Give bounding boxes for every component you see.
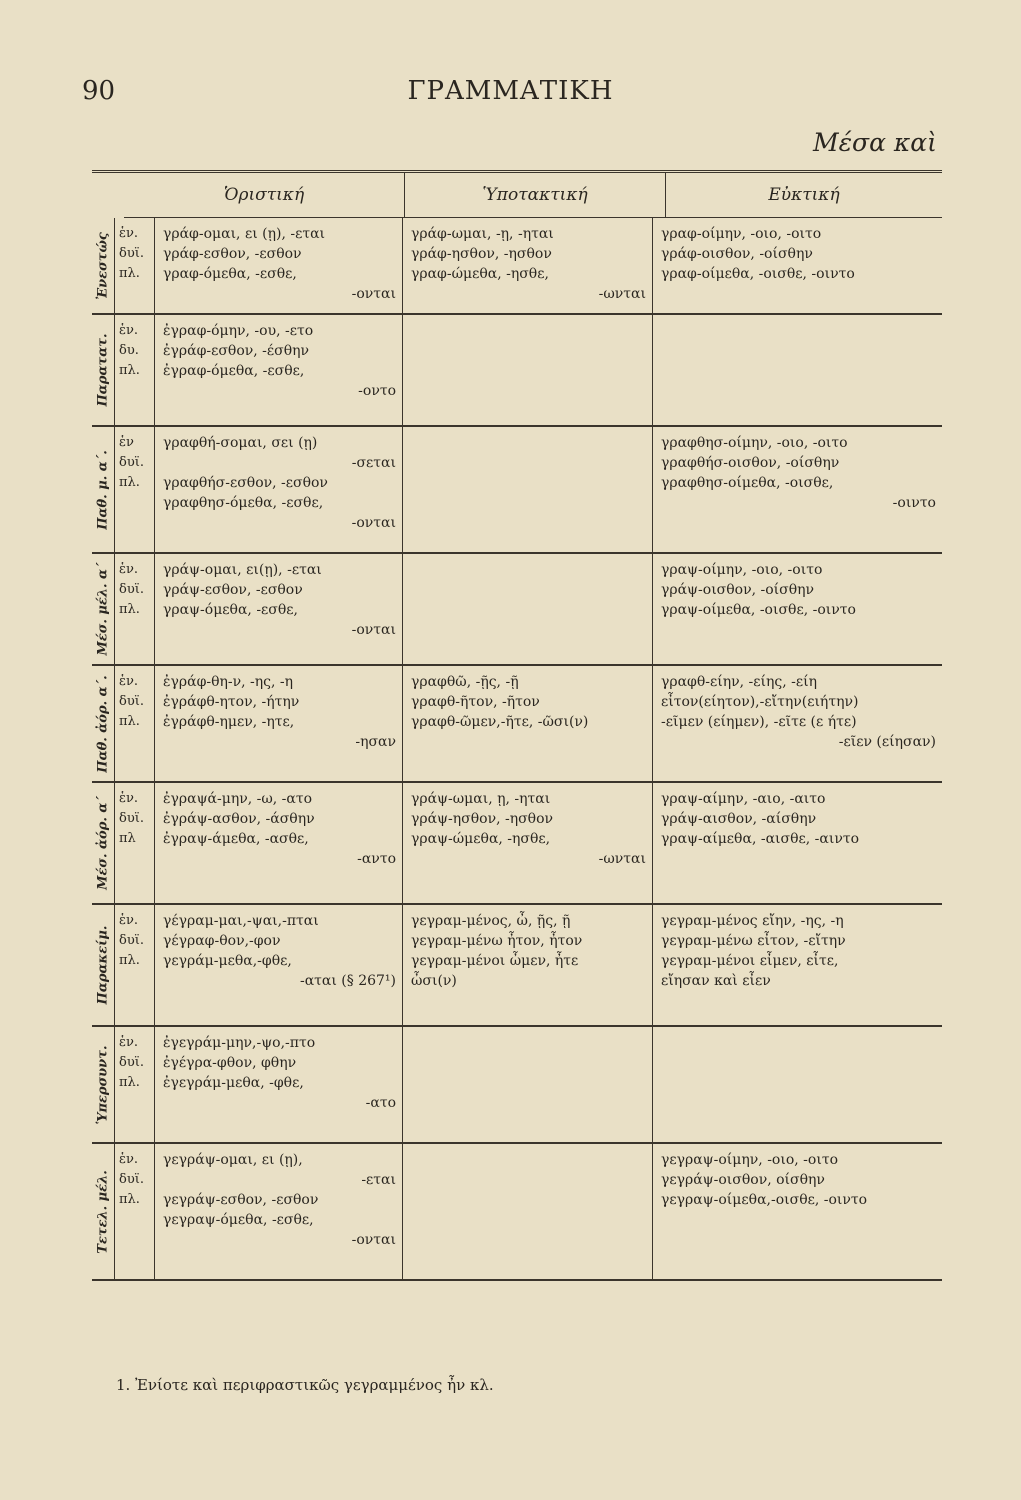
footnote: 1. Ἐνίοτε καὶ περιφραστικῶς γεγραμμένος ἦν κλ. — [116, 1376, 494, 1394]
header-indicative: Ὁριστική — [124, 173, 405, 217]
form-line: ἐγραφ-όμεθα, -εσθε, — [163, 363, 305, 379]
form-line: -αντο — [357, 851, 396, 867]
form-line: -ωνται — [598, 851, 646, 867]
subjunctive-cell — [403, 666, 653, 781]
tense-label — [92, 427, 115, 552]
form-line: -σεται — [351, 455, 396, 471]
form-line: -ονται — [351, 1232, 396, 1248]
indicative-cell — [155, 315, 403, 425]
continuation-heading: Μέσα καὶ — [813, 128, 937, 157]
form-line: γράψ-αισθον, -αίσθην — [661, 811, 817, 827]
form-line: -εται — [361, 1172, 396, 1188]
grammatical-number: δυϊ. — [119, 811, 144, 826]
grammatical-number: πλ. — [119, 266, 140, 281]
subjunctive-cell — [403, 783, 653, 903]
grammatical-number: ἑν. — [119, 562, 139, 577]
grammatical-number: δυϊ. — [119, 933, 144, 948]
grammatical-number: ἑν. — [119, 226, 139, 241]
optative-cell — [653, 783, 942, 903]
form-line: ὦσι(ν) — [411, 973, 457, 989]
grammatical-number: δυϊ. — [119, 1055, 144, 1070]
form-line: -ωνται — [598, 286, 646, 302]
subjunctive-cell — [403, 554, 653, 664]
tense-label-text: Τετελ. μέλ. — [95, 1169, 111, 1254]
table-header — [124, 173, 942, 218]
indicative-cell — [155, 218, 403, 313]
form-line: γράφ-ωμαι, -ῃ, -ηται — [411, 226, 554, 242]
form-line: γράφ-ομαι, ει (ῃ), -εται — [163, 226, 326, 242]
grammatical-number: πλ. — [119, 475, 140, 490]
subjunctive-cell — [403, 427, 653, 552]
tense-label — [92, 218, 115, 313]
tense-group — [92, 218, 942, 315]
grammatical-number: ἑν. — [119, 913, 139, 928]
tense-group — [92, 783, 942, 905]
form-line: γεγραψ-οίμην, -οιο, -οιτο — [661, 1152, 838, 1168]
form-line: ἐγράφθ-ημεν, -ητε, — [163, 714, 295, 730]
form-line: ἐγραψ-άμεθα, -ασθε, — [163, 831, 309, 847]
form-line: γεγραμ-μένοι εἶμεν, εἶτε, — [661, 953, 839, 969]
number-column — [115, 427, 155, 552]
form-line: γεγραμ-μένοι ὦμεν, ἦτε — [411, 953, 579, 969]
form-line: ἐγραψά-μην, -ω, -ατο — [163, 791, 313, 807]
tense-label — [92, 666, 115, 781]
grammatical-number: πλ. — [119, 363, 140, 378]
tense-label-text: Παθ. ἀόρ. α΄. — [95, 674, 111, 773]
tense-label — [92, 315, 115, 425]
grammatical-number: πλ. — [119, 714, 140, 729]
conjugation-table — [92, 170, 942, 1281]
tense-label-text: Παθ. μ. α΄. — [95, 449, 111, 530]
optative-cell — [653, 315, 942, 425]
number-column — [115, 666, 155, 781]
form-line: ἐγράψ-ασθον, -άσθην — [163, 811, 315, 827]
grammatical-number: πλ — [119, 831, 136, 846]
tense-label-text: Παρατατ. — [95, 333, 111, 407]
tense-label — [92, 1027, 115, 1142]
form-line: -ονται — [351, 622, 396, 638]
form-line: -οντο — [358, 383, 396, 399]
optative-cell — [653, 666, 942, 781]
form-line: ἐγεγράμ-μην,-ψο,-πτο — [163, 1035, 316, 1051]
indicative-cell — [155, 1027, 403, 1142]
grammatical-number: ἑν — [119, 435, 134, 450]
form-line: γράψ-εσθον, -εσθον — [163, 582, 303, 598]
form-line: γράφ-οισθον, -οίσθην — [661, 246, 813, 262]
form-line: -εῖμεν (είημεν), -εῖτε (ε ήτε) — [661, 714, 857, 730]
tense-group — [92, 315, 942, 427]
optative-cell — [653, 1144, 942, 1279]
grammatical-number: δυϊ. — [119, 582, 144, 597]
tense-group — [92, 554, 942, 666]
grammatical-number: ἑν. — [119, 674, 139, 689]
form-line: γραψ-ώμεθα, -ησθε, — [411, 831, 551, 847]
number-column — [115, 1027, 155, 1142]
indicative-cell — [155, 554, 403, 664]
tense-group — [92, 666, 942, 783]
tense-label-text: Ἐνεστώς — [95, 231, 111, 300]
tense-group — [92, 905, 942, 1027]
grammatical-number: δυϊ. — [119, 694, 144, 709]
form-line: γεγράμ-μεθα,-φθε, — [163, 953, 292, 969]
optative-cell — [653, 905, 942, 1025]
optative-cell — [653, 1027, 942, 1142]
form-line: γραφθῶ, -ῇς, -ῇ — [411, 674, 519, 690]
number-column — [115, 1144, 155, 1279]
tense-group — [92, 1144, 942, 1281]
subjunctive-cell — [403, 1144, 653, 1279]
grammatical-number: ἑν. — [119, 1035, 139, 1050]
subjunctive-cell — [403, 905, 653, 1025]
subjunctive-cell — [403, 315, 653, 425]
optative-cell — [653, 554, 942, 664]
grammatical-number: πλ. — [119, 953, 140, 968]
form-line: γεγραμ-μένω εἶτον, -εἴτην — [661, 933, 846, 949]
form-line: ἐγράφ-εσθον, -έσθην — [163, 343, 310, 359]
form-line: γεγράψ-ομαι, ει (ῃ), — [163, 1152, 303, 1168]
number-column — [115, 315, 155, 425]
form-line: -ησαν — [355, 734, 396, 750]
form-line: -αται (§ 267¹) — [299, 973, 396, 989]
header-subjunctive: Ὑποτακτική — [405, 173, 666, 217]
form-line: ἐγράφ-θη-ν, -ης, -η — [163, 674, 294, 690]
form-line: γραψ-αίμην, -αιο, -αιτο — [661, 791, 826, 807]
grammatical-number: δυ. — [119, 343, 139, 358]
form-line: γράφ-εσθον, -εσθον — [163, 246, 302, 262]
form-line: γεγραψ-οίμεθα,-οισθε, -οιντο — [661, 1192, 868, 1208]
form-line: ἐγραφ-όμην, -ου, -ετο — [163, 323, 314, 339]
form-line: ἐγέγρα-φθον, φθην — [163, 1055, 297, 1071]
optative-cell — [653, 427, 942, 552]
form-line: γραφθησ-όμεθα, -εσθε, — [163, 495, 324, 511]
indicative-cell — [155, 666, 403, 781]
subjunctive-cell — [403, 218, 653, 313]
form-line: γεγραμ-μένος εἴην, -ης, -η — [661, 913, 844, 929]
indicative-cell — [155, 783, 403, 903]
number-column — [115, 218, 155, 313]
form-line: γραφ-οίμην, -οιο, -οιτο — [661, 226, 822, 242]
form-line: γραφθήσ-οισθον, -οίσθην — [661, 455, 840, 471]
subjunctive-cell — [403, 1027, 653, 1142]
form-line: γραφθ-ῆτον, -ῆτον — [411, 694, 540, 710]
tense-label-text: Μέσ. ἀόρ. α΄ — [95, 796, 111, 890]
tense-label — [92, 1144, 115, 1279]
table-body — [92, 218, 942, 1281]
form-line: γράφ-ησθον, -ησθον — [411, 246, 552, 262]
grammatical-number: δυϊ. — [119, 246, 144, 261]
form-line: γέγραμ-μαι,-ψαι,-πται — [163, 913, 319, 929]
form-line: εἴησαν καὶ εἶεν — [661, 973, 771, 989]
grammatical-number: ἑν. — [119, 1152, 139, 1167]
form-line: εἶτον(είητον),-εἴτην(ειήτην) — [661, 694, 859, 710]
form-line: γράψ-ομαι, ει(ῃ), -εται — [163, 562, 322, 578]
form-line: -ονται — [351, 515, 396, 531]
header-optative: Εὐκτική — [768, 185, 840, 205]
tense-label-text: Ὑπερσυντ. — [95, 1045, 111, 1124]
number-column — [115, 554, 155, 664]
grammatical-number: πλ. — [119, 1192, 140, 1207]
tense-group — [92, 1027, 942, 1144]
page-title: ΓΡΑΜΜΑΤΙΚΗ — [407, 76, 614, 106]
form-line: γραψ-όμεθα, -εσθε, — [163, 602, 298, 618]
tense-label-text: Μέσ. μέλ. α΄ — [95, 562, 111, 656]
form-line: γραφ-όμεθα, -εσθε, — [163, 266, 297, 282]
form-line: -ατο — [365, 1095, 396, 1111]
indicative-cell — [155, 1144, 403, 1279]
grammatical-number: δυϊ. — [119, 455, 144, 470]
indicative-cell — [155, 427, 403, 552]
form-line: γραφθ-είην, -είης, -είη — [661, 674, 818, 690]
form-line: ἐγεγράμ-μεθα, -φθε, — [163, 1075, 304, 1091]
form-line: γραψ-οίμην, -οιο, -οιτο — [661, 562, 823, 578]
form-line: γραψ-οίμεθα, -οισθε, -οιντο — [661, 602, 856, 618]
tense-group — [92, 427, 942, 554]
grammatical-number: πλ. — [119, 602, 140, 617]
form-line: ἐγράφθ-ητον, -ήτην — [163, 694, 300, 710]
form-line: γραφθήσ-εσθον, -εσθον — [163, 475, 328, 491]
grammatical-number: δυϊ. — [119, 1172, 144, 1187]
grammatical-number: ἑν. — [119, 323, 139, 338]
form-line: -ονται — [351, 286, 396, 302]
tense-label-text: Παρακείμ. — [95, 925, 111, 1005]
optative-cell — [653, 218, 942, 313]
form-line: γεγραμ-μένω ἦτον, ἦτον — [411, 933, 583, 949]
form-line: γραφθ-ῶμεν,-ῆτε, -ῶσι(ν) — [411, 714, 589, 730]
form-line: γεγράψ-εσθον, -εσθον — [163, 1192, 319, 1208]
number-column — [115, 783, 155, 903]
tense-label — [92, 554, 115, 664]
form-line: γραφθησ-οίμην, -οιο, -οιτο — [661, 435, 848, 451]
form-line: γραφθή-σομαι, σει (ῃ) — [163, 435, 318, 451]
form-line: γραφ-οίμεθα, -οισθε, -οιντο — [661, 266, 855, 282]
tense-label — [92, 783, 115, 903]
form-line: γεγραψ-όμεθα, -εσθε, — [163, 1212, 314, 1228]
grammatical-number: ἑν. — [119, 791, 139, 806]
form-line: γραψ-αίμεθα, -αισθε, -αιντο — [661, 831, 860, 847]
form-line: γεγραμ-μένος, ὦ, ῇς, ῇ — [411, 913, 571, 929]
indicative-cell — [155, 905, 403, 1025]
form-line: γράψ-ησθον, -ησθον — [411, 811, 554, 827]
tense-label — [92, 905, 115, 1025]
form-line: γραφ-ώμεθα, -ησθε, — [411, 266, 549, 282]
form-line: γραφθησ-οίμεθα, -οισθε, — [661, 475, 834, 491]
number-column — [115, 905, 155, 1025]
form-line: -εῖεν (είησαν) — [838, 734, 936, 750]
form-line: γράψ-ωμαι, ῃ, -ηται — [411, 791, 551, 807]
grammatical-number: πλ. — [119, 1075, 140, 1090]
form-line: γεγράψ-οισθον, οίσθην — [661, 1172, 825, 1188]
form-line: γράψ-οισθον, -οίσθην — [661, 582, 815, 598]
form-line: γέγραφ-θον,-φον — [163, 933, 281, 949]
page-number: 90 — [82, 76, 116, 106]
form-line: -οιντο — [892, 495, 936, 511]
